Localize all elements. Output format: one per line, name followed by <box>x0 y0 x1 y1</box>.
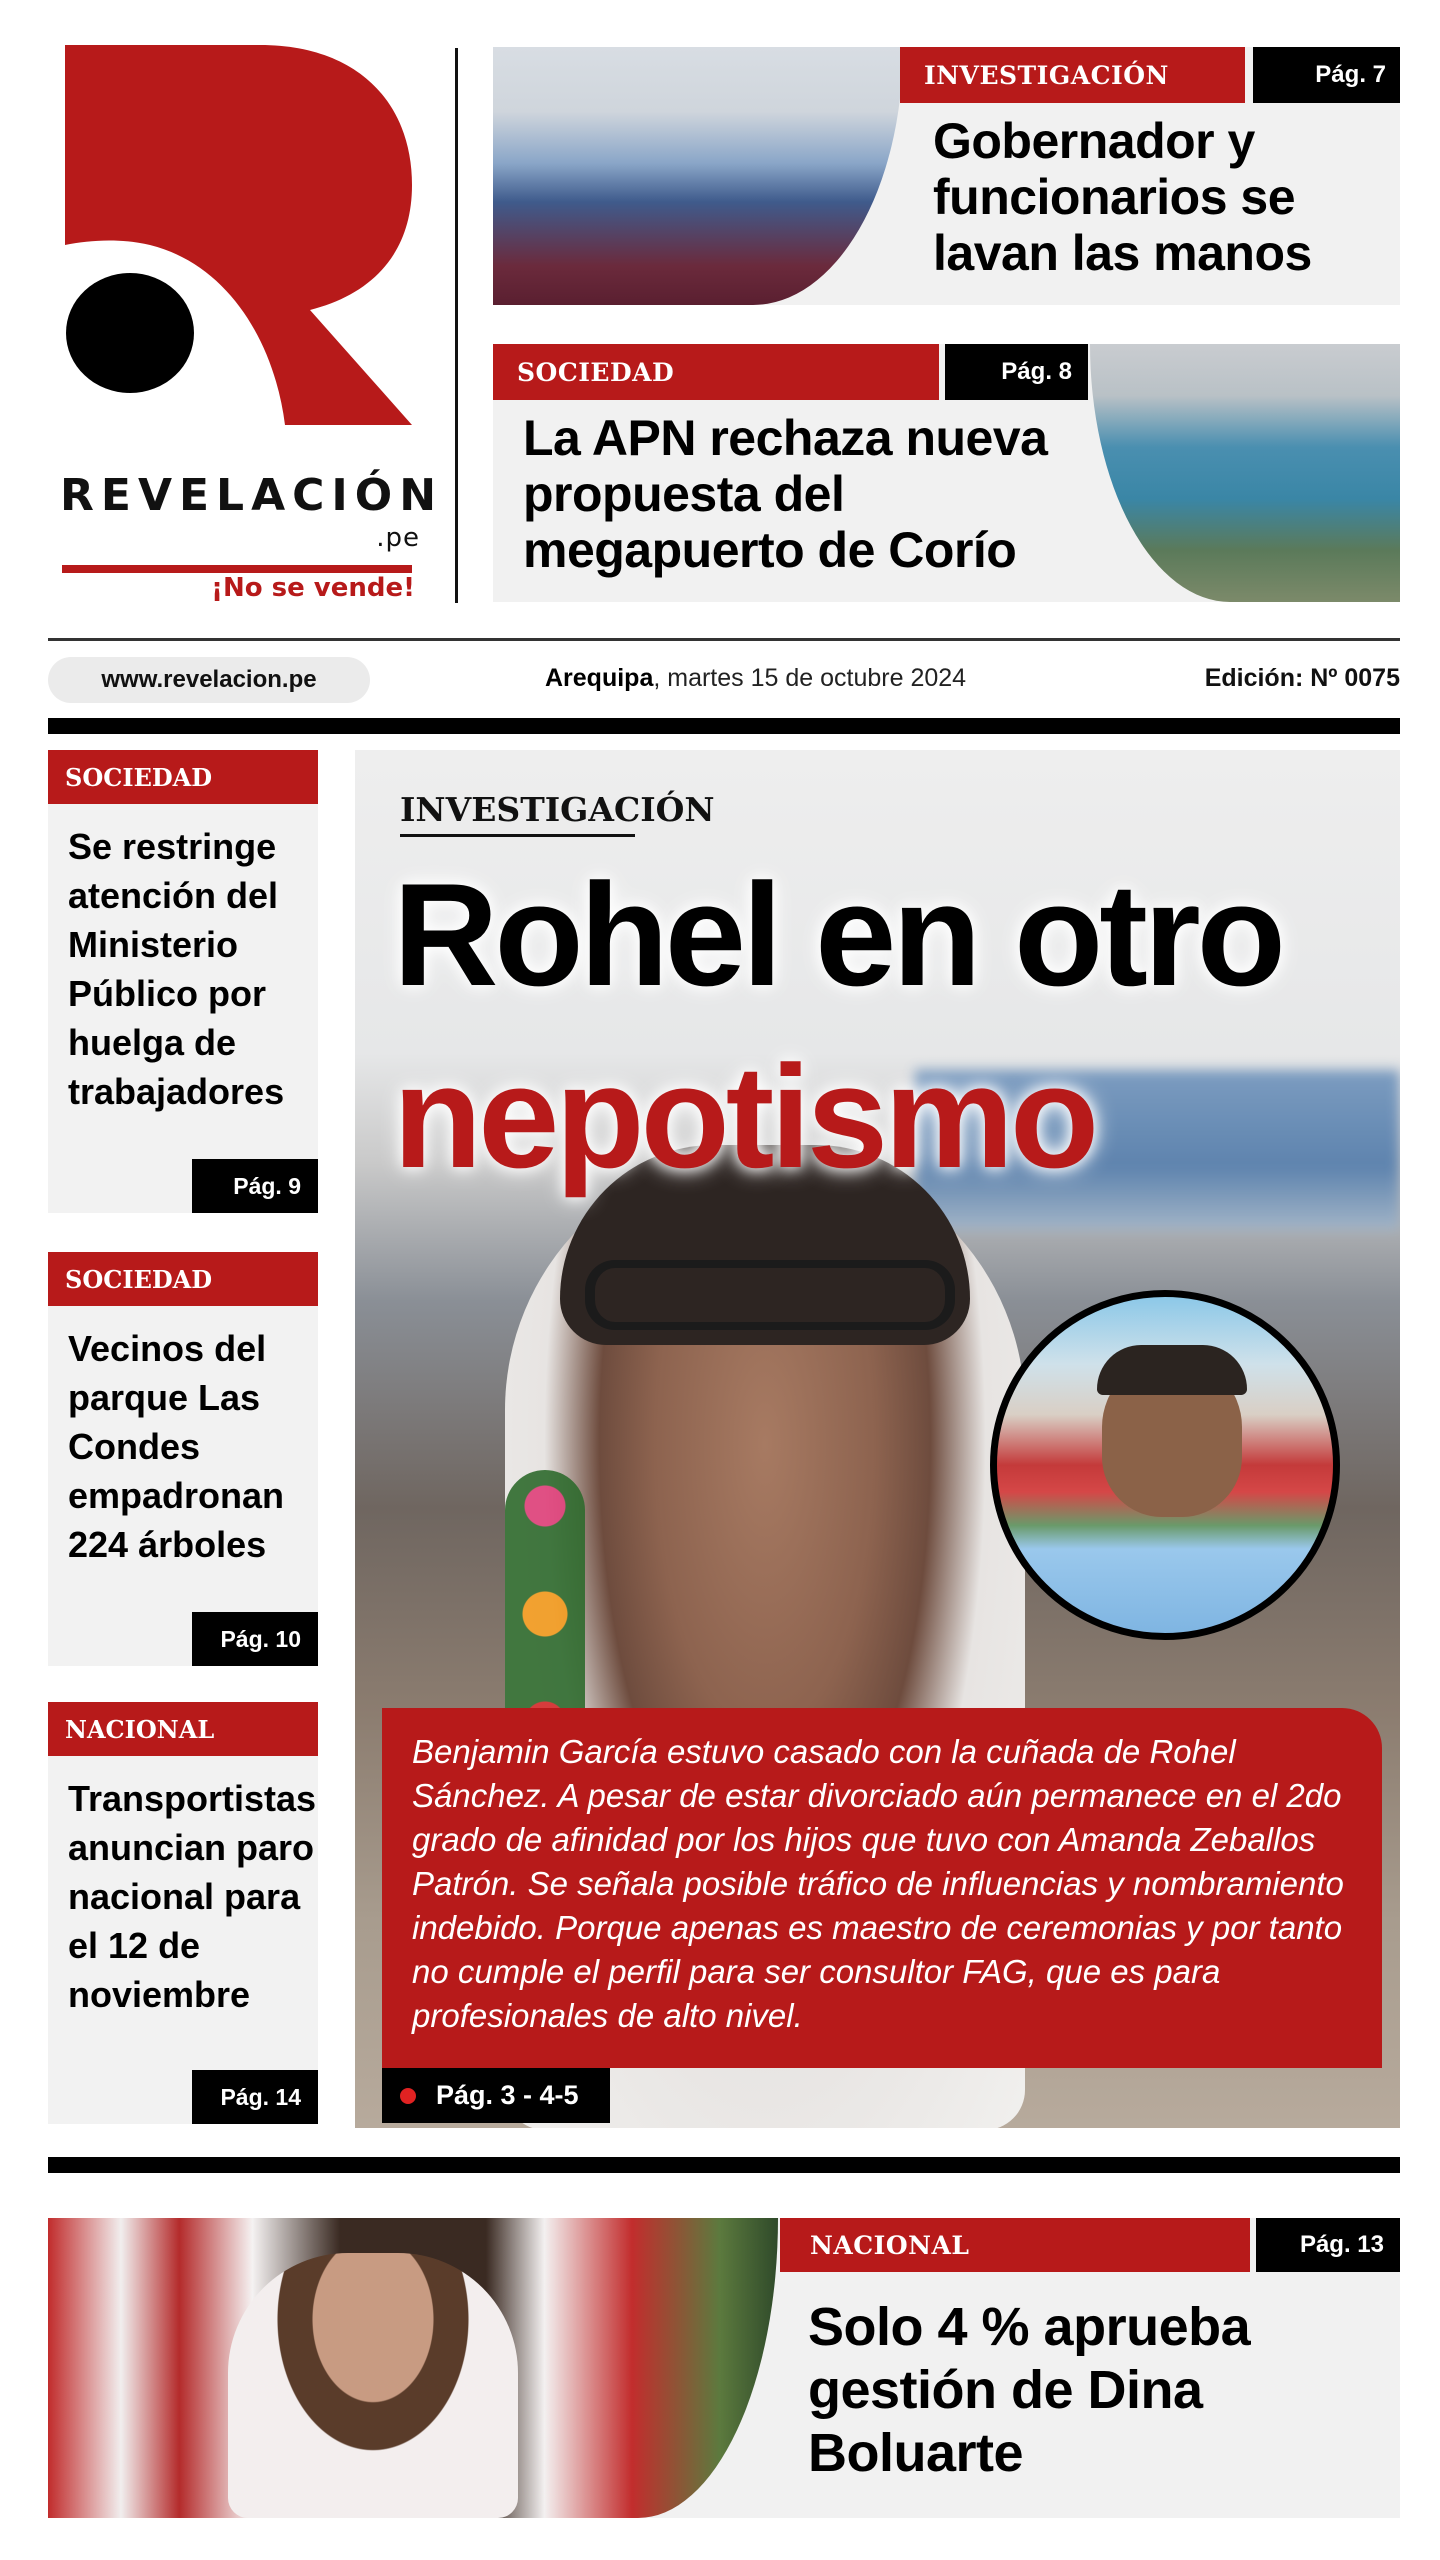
boluarte-photo-subject <box>228 2253 518 2518</box>
lead-deck-text: Benjamin García estuvo casado con la cuñada de Rohel Sánchez. A pesar de estar divorciado aún permanece en el 2do grado de afinidad por los hijos que tuvo con Amanda Zeballos Patrón. Se señala posible tráfico de influencias y nombramiento indebido. Porque apenas es maestro de ceremonias y por tanto no cumple el perfil para ser consultor FAG, que es para profesionales de alto nivel. <box>412 1733 1344 2034</box>
logo-underline <box>62 565 412 573</box>
logo-domain-suffix: .pe <box>376 523 420 553</box>
lead-deck-box <box>382 1708 1382 2068</box>
edition-number: Edición: Nº 0075 <box>1204 664 1400 692</box>
page-badge: Pág. 10 <box>192 1612 318 1666</box>
logo-slogan: ¡No se vende! <box>211 573 415 603</box>
section-tag: INVESTIGACIÓN <box>900 47 1245 103</box>
lead-story[interactable] <box>355 750 1400 2128</box>
logo-r-mark-icon <box>60 45 420 465</box>
page-badge: Pág. 13 <box>1256 2218 1400 2272</box>
website-link[interactable]: www.revelacion.pe <box>48 657 370 703</box>
section-tag: NACIONAL <box>48 1702 318 1756</box>
headline[interactable]: Solo 4 % aprueba gestión de Dina Boluarte <box>808 2297 1251 2483</box>
divider-thick <box>48 2157 1400 2173</box>
side-story[interactable] <box>48 1702 318 2124</box>
section-tag: NACIONAL <box>780 2218 1250 2272</box>
top-teaser-sociedad[interactable] <box>493 344 1400 602</box>
page-badge: Pág. 9 <box>192 1159 318 1213</box>
masthead-divider <box>455 48 458 603</box>
page-badge: Pág. 7 <box>1253 47 1400 103</box>
logo-wordmark: REVELACIÓN <box>60 470 444 521</box>
headline[interactable]: Transportistas anuncian paro nacional para el 12 de noviembre <box>68 1778 317 2015</box>
masthead-logo[interactable] <box>60 45 444 605</box>
side-story[interactable] <box>48 750 318 1213</box>
lead-kicker: INVESTIGACIÓN <box>400 790 715 829</box>
side-story[interactable] <box>48 1252 318 1666</box>
lead-kicker-underline <box>400 834 635 837</box>
divider-thin <box>48 638 1400 641</box>
boluarte-photo <box>48 2218 778 2518</box>
section-tag: SOCIEDAD <box>48 1252 318 1306</box>
headline[interactable]: Se restringe atención del Ministerio Público por huelga de trabajadores <box>68 826 285 1112</box>
officials-photo <box>493 47 903 305</box>
page-badge: Pág. 14 <box>192 2070 318 2124</box>
lead-page-label: Pág. 3 - 4-5 <box>436 2080 579 2110</box>
section-tag: SOCIEDAD <box>493 344 939 400</box>
lead-headline-line-1[interactable]: Rohel en otro <box>393 853 1282 1016</box>
dateline <box>545 664 966 693</box>
bottom-teaser-nacional[interactable] <box>48 2218 1400 2518</box>
page-badge: Pág. 8 <box>945 344 1088 400</box>
section-tag: SOCIEDAD <box>48 750 318 804</box>
lead-headline-line-2[interactable]: nepotismo <box>393 1035 1096 1198</box>
lead-page-badge <box>382 2068 610 2123</box>
inset-hair <box>1097 1345 1247 1395</box>
lead-inset-photo <box>990 1290 1340 1640</box>
dateline-city: Arequipa <box>545 664 654 692</box>
dateline-date: , martes 15 de octubre 2024 <box>653 664 967 692</box>
headline[interactable]: La APN rechaza nueva propuesta del megapuerto de Corío <box>523 410 1048 578</box>
megaport-photo <box>1090 344 1400 602</box>
top-teaser-investigacion[interactable] <box>493 47 1400 305</box>
bullet-dot-icon <box>400 2088 416 2104</box>
divider-thick <box>48 718 1400 734</box>
headline[interactable]: Gobernador y funcionarios se lavan las manos <box>933 113 1312 281</box>
lead-photo-glasses <box>585 1260 955 1330</box>
headline[interactable]: Vecinos del parque Las Condes empadronan 224 árboles <box>68 1328 285 1565</box>
